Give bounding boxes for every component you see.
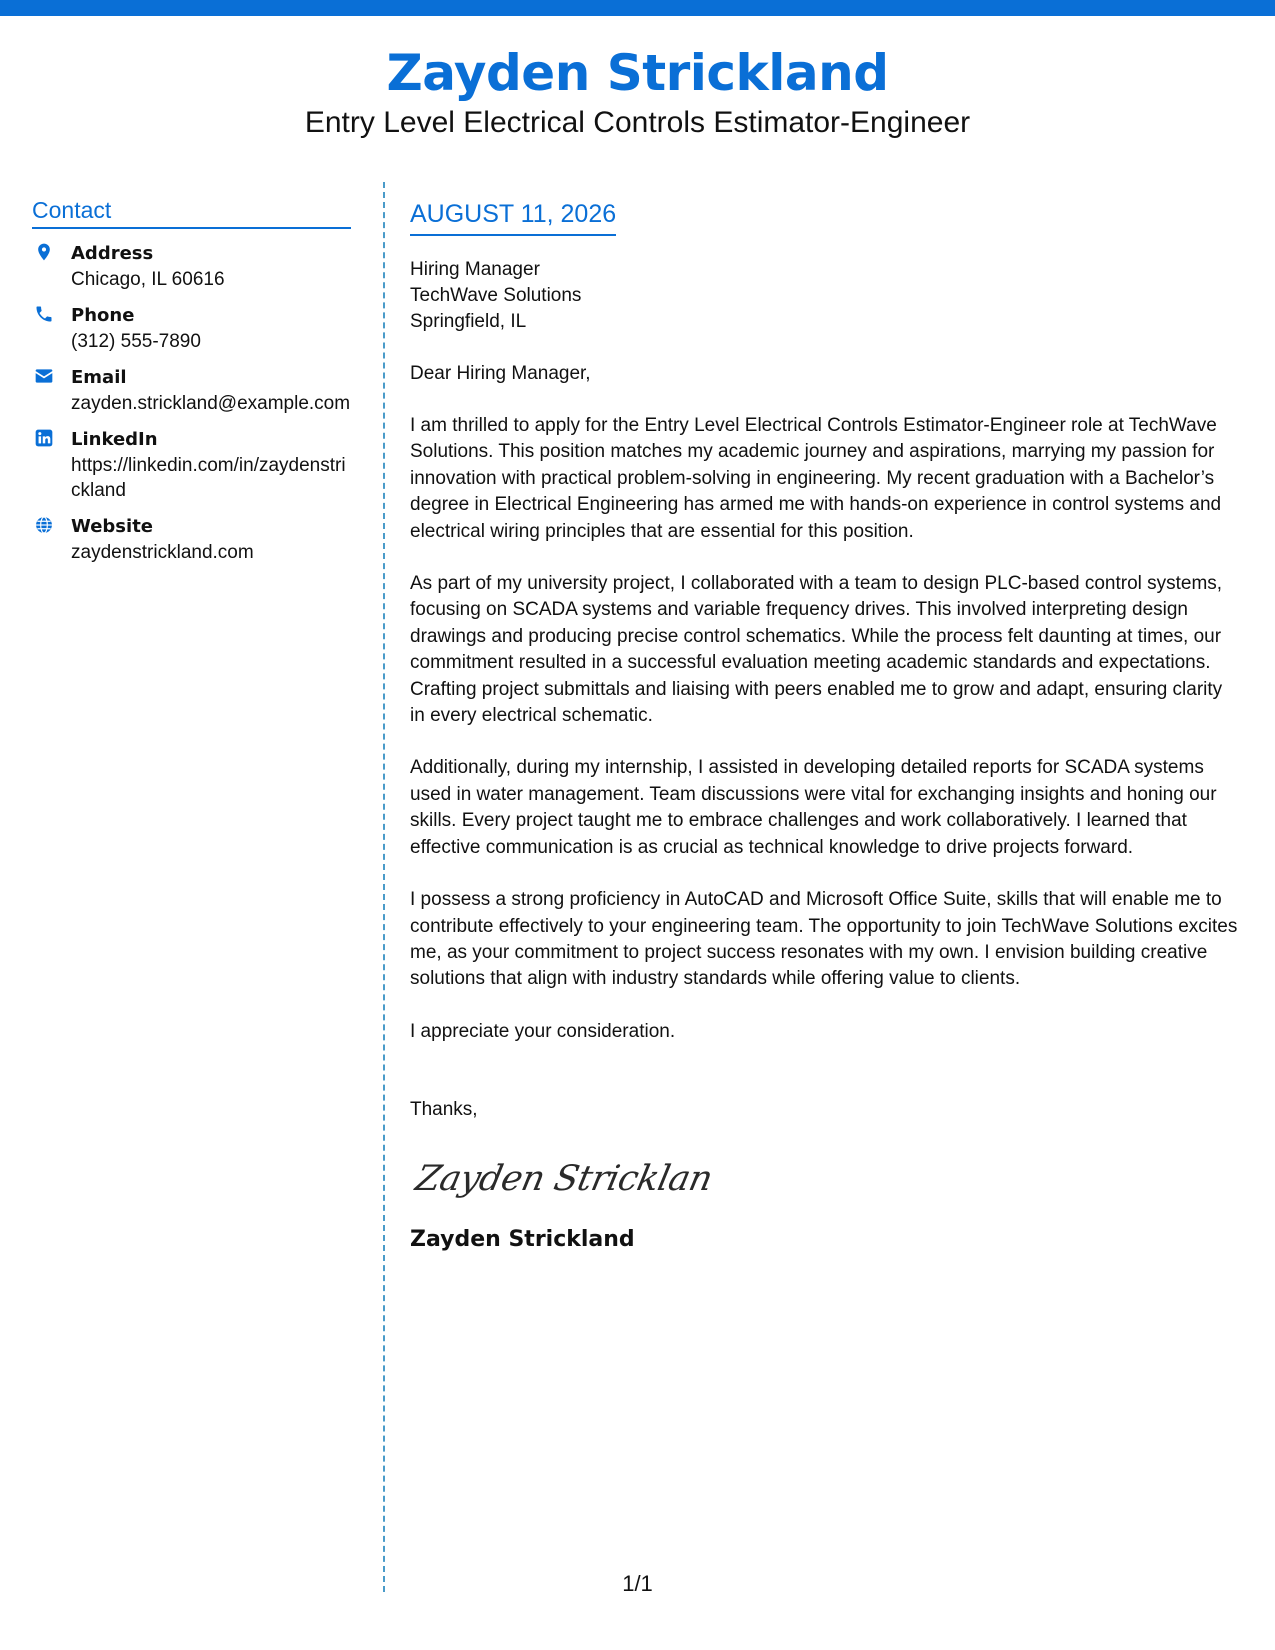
linkedin-value[interactable]: https://linkedin.com/in/zaydenstrickland xyxy=(71,455,346,501)
handwritten-signature: Zayden Stricklan xyxy=(412,1159,716,1200)
body-paragraph: I am thrilled to apply for the Entry Level Electrical Controls Estimator-Engineer role at TechWave Solutions. This position matches my academic journey and aspirations, marrying my passion for innovation with practical problem-solving in engineering. My recent graduation with a Bachelor’s degree in Electrical Engineering has armed me with hands-on experience in control systems and electrical wiring principles that are essential for this position. xyxy=(410,415,1222,542)
closing-line: Thanks, xyxy=(410,1099,478,1121)
contact-heading: Contact xyxy=(32,195,351,229)
salutation: Dear Hiring Manager, xyxy=(410,363,591,384)
body-paragraph: I possess a strong proficiency in AutoCAD and Microsoft Office Suite, skills that will enable me to contribute effectively to your engineering team. The opportunity to join TechWave Solutions excites me, as your commitment to project success resonates with my own. I envision building creative solutions that align with industry standards while offering value to clients. xyxy=(410,889,1238,990)
address-value: Chicago, IL 60616 xyxy=(71,269,225,290)
recipient-line: Springfield, IL xyxy=(410,311,527,332)
letter-date: AUGUST 11, 2026 xyxy=(410,198,616,236)
page-number: 1/1 xyxy=(622,1571,653,1596)
email-value[interactable]: zayden.strickland@example.com xyxy=(71,393,351,414)
body-paragraph: I appreciate your consideration. xyxy=(410,1020,676,1042)
recipient-line: Hiring Manager xyxy=(410,259,540,280)
linkedin-icon xyxy=(34,428,54,448)
website-value[interactable]: zaydenstrickland.com xyxy=(71,542,254,563)
phone-icon xyxy=(34,304,54,324)
contact-item-website xyxy=(32,514,351,565)
phone-value: (312) 555-7890 xyxy=(71,331,201,352)
resume-header xyxy=(0,40,1275,142)
contact-label: Website xyxy=(71,516,154,537)
contact-item-address xyxy=(32,241,351,292)
job-title: Entry Level Electrical Controls Estimator-Engineer xyxy=(304,106,971,139)
recipient-line: TechWave Solutions xyxy=(410,285,582,306)
letter-body xyxy=(410,198,1242,1254)
body-paragraph: Additionally, during my internship, I assisted in developing detailed reports for SCADA systems used in water management. Team discussions were vital for exchanging insights and honing our skills. Every project taught me to embrace challenges and work collaboratively. I learned that effective communication is as crucial as technical knowledge to drive projects forward. xyxy=(410,757,1217,858)
contact-item-phone xyxy=(32,303,351,354)
contact-sidebar xyxy=(32,195,351,576)
contact-label: Email xyxy=(71,367,127,388)
contact-item-email xyxy=(32,365,351,416)
column-divider xyxy=(383,182,385,1592)
contact-item-linkedin xyxy=(32,427,351,503)
email-icon xyxy=(34,366,54,386)
top-accent-bar xyxy=(0,0,1275,16)
globe-icon xyxy=(34,515,54,535)
signer-name: Zayden Strickland xyxy=(410,1227,635,1253)
contact-label: Address xyxy=(71,243,154,264)
contact-label: Phone xyxy=(71,305,135,326)
applicant-name: Zayden Strickland xyxy=(386,44,889,102)
body-paragraph: As part of my university project, I collaborated with a team to design PLC-based control systems, focusing on SCADA systems and variable frequency drives. This involved interpreting design drawings and producing precise control schematics. While the process felt daunting at times, our commitment resulted in a successful evaluation meeting academic standards and expectations. Crafting project submittals and liaising with peers enabled me to grow and adapt, ensuring clarity in every electrical schematic. xyxy=(410,573,1223,727)
contact-label: LinkedIn xyxy=(71,429,158,450)
location-pin-icon xyxy=(34,242,54,262)
recipient-block xyxy=(410,257,1242,335)
